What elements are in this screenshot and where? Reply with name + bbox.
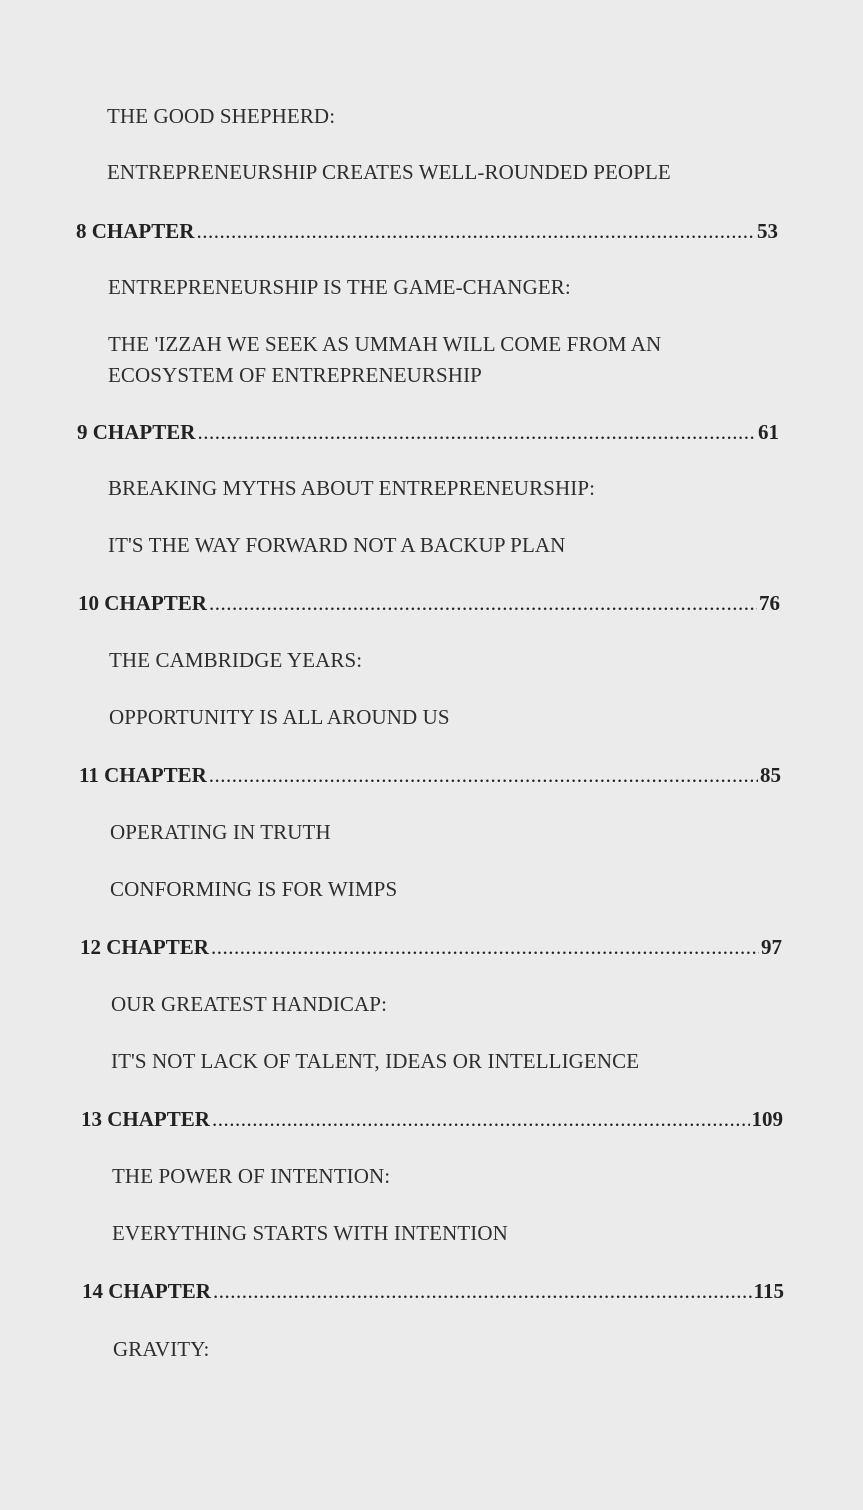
chapter-label: 10 CHAPTER <box>78 591 207 615</box>
chapter-page-number: 53 <box>757 219 778 243</box>
toc-chapter-entry[interactable] <box>79 763 781 788</box>
toc-subtitle: IT'S THE WAY FORWARD NOT A BACKUP PLAN <box>108 533 566 557</box>
chapter-label: 9 CHAPTER <box>77 420 196 444</box>
toc-subtitle: GRAVITY: <box>113 1337 210 1361</box>
toc-chapter-entry[interactable] <box>78 591 780 616</box>
toc-subtitle: THE POWER OF INTENTION: <box>112 1164 391 1188</box>
toc-subtitle: EVERYTHING STARTS WITH INTENTION <box>112 1221 508 1245</box>
toc-subtitle: BREAKING MYTHS ABOUT ENTREPRENEURSHIP: <box>108 476 596 500</box>
toc-subtitle: OPERATING IN TRUTH <box>110 820 331 844</box>
toc-chapter-entry[interactable] <box>81 1107 783 1132</box>
toc-subtitle: IT'S NOT LACK OF TALENT, IDEAS OR INTELLIGENCE <box>111 1049 640 1073</box>
toc-subtitle: THE CAMBRIDGE YEARS: <box>109 648 363 672</box>
toc-subtitle: THE 'IZZAH WE SEEK AS UMMAH WILL COME FROM AN ECOSYSTEM OF ENTREPRENEURSHIP <box>108 332 662 387</box>
chapter-page-number: 61 <box>758 420 779 444</box>
dot-leader <box>197 420 756 445</box>
toc-subtitle: CONFORMING IS FOR WIMPS <box>110 877 398 901</box>
dot-leader <box>212 1107 750 1132</box>
chapter-page-number: 85 <box>760 763 781 787</box>
chapter-label: 8 CHAPTER <box>76 219 195 243</box>
toc-subtitle: THE GOOD SHEPHERD: <box>107 104 336 128</box>
toc-subtitle: OPPORTUNITY IS ALL AROUND US <box>109 705 450 729</box>
chapter-page-number: 115 <box>753 1279 784 1303</box>
dot-leader <box>213 1279 752 1304</box>
toc-subtitle: OUR GREATEST HANDICAP: <box>111 992 387 1016</box>
chapter-label: 14 CHAPTER <box>82 1279 211 1303</box>
chapter-page-number: 97 <box>761 935 782 959</box>
toc-chapter-entry[interactable] <box>77 420 779 445</box>
toc-subtitle: ENTREPRENEURSHIP CREATES WELL-ROUNDED PEOPLE <box>107 160 671 184</box>
chapter-page-number: 109 <box>751 1107 783 1131</box>
toc-chapter-entry[interactable] <box>76 219 778 244</box>
chapter-label: 12 CHAPTER <box>80 935 209 959</box>
toc-subtitle: ENTREPRENEURSHIP IS THE GAME-CHANGER: <box>108 275 571 299</box>
chapter-page-number: 76 <box>759 591 780 615</box>
chapter-label: 13 CHAPTER <box>81 1107 210 1131</box>
dot-leader <box>196 219 755 244</box>
chapter-label: 11 CHAPTER <box>79 763 207 787</box>
dot-leader <box>211 935 759 960</box>
toc-chapter-entry[interactable] <box>80 935 782 960</box>
toc-chapter-entry[interactable] <box>82 1279 784 1304</box>
dot-leader <box>209 763 758 788</box>
dot-leader <box>209 591 757 616</box>
